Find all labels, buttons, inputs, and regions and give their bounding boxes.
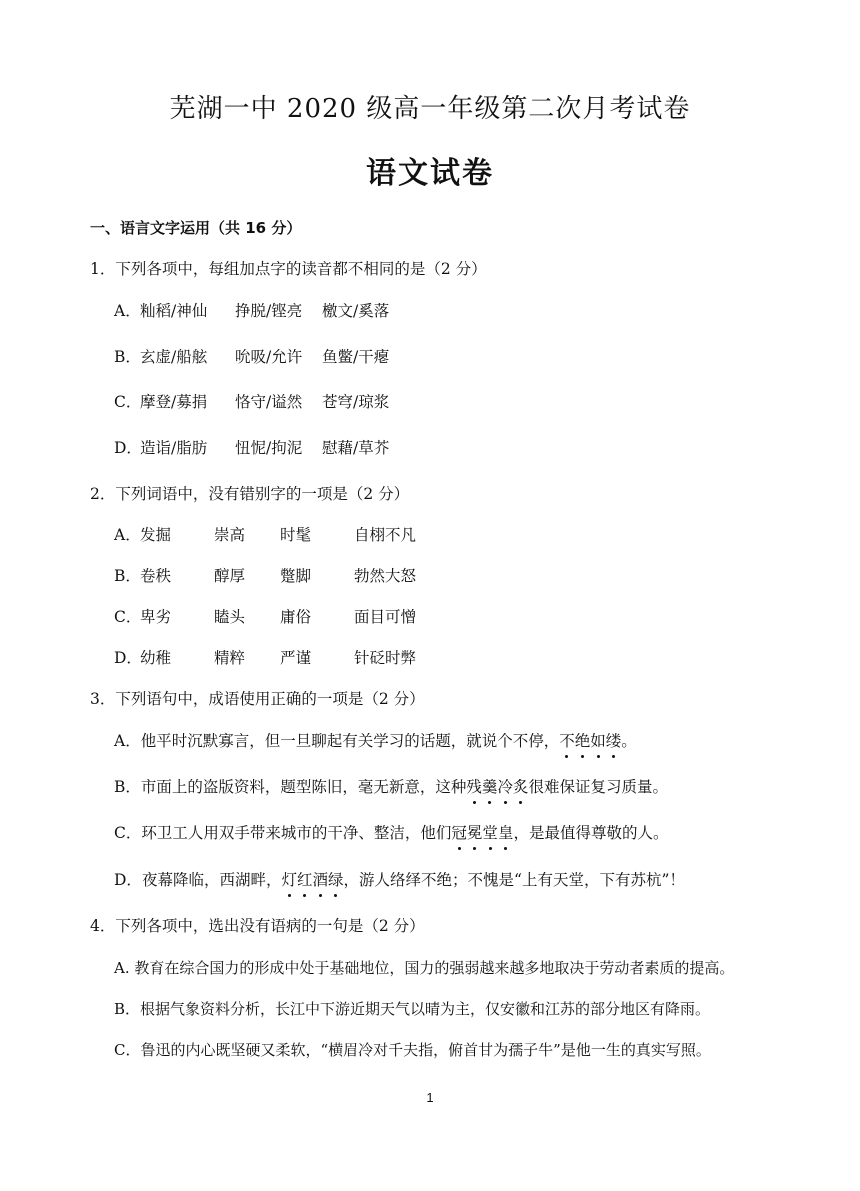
word-pair: 忸怩/拘泥 (235, 439, 303, 457)
sentence-text: ，是最值得尊敬的人。 (513, 824, 669, 842)
sentence-text: 市面上的盗版资料，题型陈旧，毫无新意，这种 (140, 778, 467, 796)
option-prefix: A． (114, 302, 141, 320)
word-pair: 造诣/脂肪 (140, 439, 208, 457)
dotted-character: 红 (296, 871, 313, 889)
sentence-text: 环卫工人用双手带来城市的干净、整洁，他们 (141, 824, 452, 842)
word: 严谨 (280, 649, 312, 667)
word: 自栩不凡 (354, 526, 417, 544)
word: 时髦 (280, 526, 312, 544)
word: 发掘 (140, 526, 172, 544)
sentence-text: 他平时沉默寡言，但一旦聊起有关学习的话题，就说个不停， (140, 732, 560, 750)
option-prefix: D． (114, 871, 142, 889)
word: 崇高 (214, 526, 246, 544)
word: 庸俗 (280, 608, 312, 626)
option-prefix: B． (114, 567, 141, 585)
dotted-character: 不 (559, 732, 575, 750)
dotted-idiom (559, 732, 621, 750)
word-pair: 籼稻/神仙 (140, 302, 208, 320)
dotted-character: 堂 (482, 824, 498, 842)
dotted-character: 皇 (497, 824, 514, 842)
question-2-option-b (114, 565, 514, 589)
word-pair: 鱼鳖/干瘪 (322, 348, 390, 366)
word: 瞌头 (214, 608, 246, 626)
word: 面目可憎 (354, 608, 417, 626)
word: 醇厚 (214, 567, 246, 585)
question-1-option-d (114, 437, 534, 461)
question-3-option-c (114, 822, 668, 844)
dotted-character: 绝 (574, 732, 591, 750)
dotted-character: 灯 (281, 871, 297, 889)
dotted-character: 酒 (312, 871, 328, 889)
word: 卑劣 (140, 608, 172, 626)
question-2-option-d (114, 647, 514, 671)
exam-subtitle: 语文试卷 (366, 156, 494, 191)
dotted-character: 羹 (481, 778, 498, 796)
dotted-idiom (281, 871, 343, 889)
dotted-character: 残 (466, 778, 482, 796)
option-prefix: C． (114, 824, 142, 842)
question-1-option-a (114, 300, 534, 324)
word-pair: 慰藉/草芥 (322, 439, 390, 457)
option-prefix: D． (114, 439, 142, 457)
word: 卷秩 (140, 567, 172, 585)
section-heading: 一、语言文字运用（共 16 分） (90, 219, 302, 237)
dotted-character: 炙 (512, 778, 529, 796)
option-prefix: A． (114, 732, 141, 750)
option-prefix: D． (114, 649, 142, 667)
dotted-character: 缕 (605, 732, 622, 750)
question-2-stem: 2．下列词语中，没有错别字的一项是（2 分） (90, 485, 410, 503)
dotted-idiom (451, 824, 513, 842)
exam-title: 芜湖一中 2020 级高一年级第二次月考试卷 (169, 94, 691, 124)
word-pair: 恪守/谥然 (235, 393, 303, 411)
question-1-option-b (114, 346, 534, 370)
question-1-stem: 1．下列各项中，每组加点字的读音都不相同的是（2 分） (90, 260, 487, 278)
question-4-option-b: B．根据气象资料分析，长江中下游近期天气以晴为主，仅安徽和江苏的部分地区有降雨。 (114, 1000, 711, 1018)
dotted-idiom (466, 778, 528, 796)
word-pair: 吮吸/允许 (235, 348, 303, 366)
dotted-character: 冠 (451, 824, 467, 842)
sentence-text: 很难保证复习质量。 (528, 778, 668, 796)
dotted-character: 绿 (328, 871, 344, 889)
word-pair: 摩登/募捐 (140, 393, 208, 411)
question-1-option-c (114, 391, 534, 415)
word-pair: 苍穹/琼浆 (322, 393, 390, 411)
option-prefix: B． (114, 348, 141, 366)
sentence-text: ，游人络绎不绝；不愧是“上有天堂，下有苏杭”！ (343, 871, 685, 889)
option-prefix: C． (114, 608, 142, 626)
word-pair: 挣脱/铿亮 (235, 302, 303, 320)
word-pair: 檄文/奚落 (322, 302, 390, 320)
question-4-stem: 4．下列各项中，选出没有语病的一句是（2 分） (90, 917, 425, 935)
option-prefix: C． (114, 393, 142, 411)
page-number: 1 (426, 1090, 434, 1105)
option-prefix: B． (114, 778, 141, 796)
question-3-option-b (114, 776, 668, 798)
question-2-option-a (114, 524, 514, 548)
question-3-option-d (114, 869, 685, 891)
dotted-character: 冷 (497, 778, 513, 796)
sentence-text: 。 (621, 732, 637, 750)
option-prefix: A． (114, 526, 141, 544)
question-3-option-a (114, 730, 637, 752)
question-2-option-c (114, 606, 514, 630)
word: 针砭时弊 (354, 649, 417, 667)
sentence-text: 夜幕降临，西湖畔， (141, 871, 282, 889)
word: 幼稚 (140, 649, 172, 667)
word: 勃然大怒 (354, 567, 417, 585)
dotted-character: 冕 (466, 824, 483, 842)
question-3-stem: 3．下列语句中，成语使用正确的一项是（2 分） (90, 690, 425, 708)
question-4-option-a: A. 教育在综合国力的形成中处于基础地位，国力的强弱越来越多地取决于劳动者素质的提高。 (114, 959, 735, 977)
word-pair: 玄虚/船舷 (140, 348, 208, 366)
word: 精粹 (214, 649, 246, 667)
dotted-character: 如 (590, 732, 606, 750)
question-4-option-c: C．鲁迅的内心既坚硬又柔软，“横眉冷对千夫指，俯首甘为孺子牛”是他一生的真实写照。 (114, 1041, 711, 1059)
word: 蹩脚 (280, 567, 312, 585)
